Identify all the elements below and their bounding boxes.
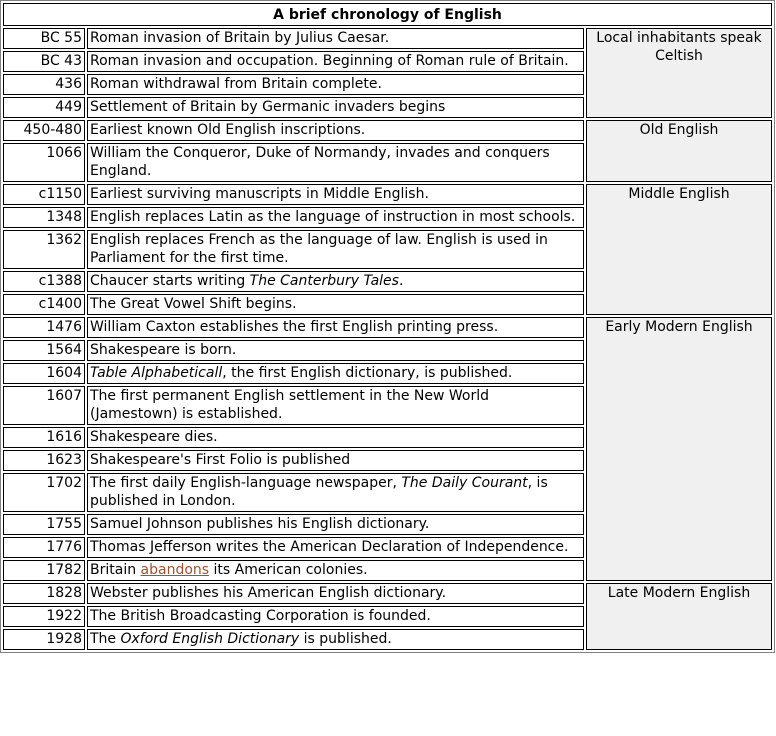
year-cell: 450-480 (3, 120, 85, 141)
period-late-modern-english: Late Modern English (586, 583, 772, 650)
event-cell: Roman invasion and occupation. Beginning of Roman rule of Britain. (87, 51, 584, 72)
year-cell: 436 (3, 74, 85, 95)
event-cell: The Great Vowel Shift begins. (87, 294, 584, 315)
event-cell: The British Broadcasting Corporation is founded. (87, 606, 584, 627)
event-cell: Roman invasion of Britain by Julius Caesar. (87, 28, 584, 49)
event-cell (87, 560, 584, 581)
year-cell: c1150 (3, 184, 85, 205)
year-cell: 1348 (3, 207, 85, 228)
dictionary-title: Oxford English Dictionary (120, 631, 300, 647)
year-cell: 1782 (3, 560, 85, 581)
event-cell: Earliest known Old English inscriptions. (87, 120, 584, 141)
year-cell: 1362 (3, 230, 85, 269)
table-row (3, 317, 772, 338)
event-cell: Earliest surviving manuscripts in Middle English. (87, 184, 584, 205)
year-cell: 1922 (3, 606, 85, 627)
event-text: . (398, 273, 404, 289)
newspaper-title: The Daily Courant (401, 475, 528, 491)
event-cell: Shakespeare dies. (87, 427, 584, 448)
period-middle-english: Middle English (586, 184, 772, 315)
year-cell: 1928 (3, 629, 85, 650)
event-text: is published. (299, 631, 392, 647)
year-cell: BC 55 (3, 28, 85, 49)
year-cell: 1828 (3, 583, 85, 604)
event-cell: Roman withdrawal from Britain complete. (87, 74, 584, 95)
table-row (3, 28, 772, 49)
period-old-english: Old English (586, 120, 772, 182)
event-cell: Samuel Johnson publishes his English dictionary. (87, 514, 584, 535)
year-cell: 1604 (3, 363, 85, 384)
event-text: The first daily English-language newspaper, (90, 475, 402, 491)
year-cell: c1400 (3, 294, 85, 315)
event-text: its American colonies. (209, 562, 368, 578)
table-row (3, 184, 772, 205)
event-cell: Shakespeare is born. (87, 340, 584, 361)
year-cell: 449 (3, 97, 85, 118)
table-title: A brief chronology of English (3, 3, 772, 26)
year-cell: 1776 (3, 537, 85, 558)
year-cell: 1616 (3, 427, 85, 448)
table-row (3, 120, 772, 141)
event-cell (87, 271, 584, 292)
period-early-modern-english: Early Modern English (586, 317, 772, 581)
event-cell: Webster publishes his American English dictionary. (87, 583, 584, 604)
year-cell: 1607 (3, 386, 85, 425)
event-cell: William the Conqueror, Duke of Normandy, invades and conquers England. (87, 143, 584, 182)
event-cell: Settlement of Britain by Germanic invaders begins (87, 97, 584, 118)
year-cell: 1066 (3, 143, 85, 182)
event-text: Britain (90, 562, 141, 578)
event-cell: William Caxton establishes the first English printing press. (87, 317, 584, 338)
abandons-link[interactable]: abandons (140, 562, 210, 578)
event-cell: Thomas Jefferson writes the American Declaration of Independence. (87, 537, 584, 558)
event-cell (87, 629, 584, 650)
year-cell: c1388 (3, 271, 85, 292)
book-title: The Canterbury Tales (249, 273, 399, 289)
event-cell: The first permanent English settlement in the New World (Jamestown) is established. (87, 386, 584, 425)
year-cell: BC 43 (3, 51, 85, 72)
year-cell: 1755 (3, 514, 85, 535)
event-text: , is published in London. (90, 475, 548, 509)
event-text: Chaucer starts writing (90, 273, 250, 289)
book-title: Table Alphabeticall (90, 365, 223, 381)
year-cell: 1702 (3, 473, 85, 512)
year-cell: 1476 (3, 317, 85, 338)
event-cell: English replaces French as the language of law. English is used in Parliament for the first time. (87, 230, 584, 269)
event-cell (87, 363, 584, 384)
year-cell: 1623 (3, 450, 85, 471)
event-text: , the first English dictionary, is published. (222, 365, 513, 381)
table-title-row (3, 3, 772, 26)
event-cell (87, 473, 584, 512)
year-cell: 1564 (3, 340, 85, 361)
table-row (3, 583, 772, 604)
event-text: The (90, 631, 121, 647)
event-cell: English replaces Latin as the language of instruction in most schools. (87, 207, 584, 228)
period-celtish: Local inhabitants speak Celtish (586, 28, 772, 118)
event-cell: Shakespeare's First Folio is published (87, 450, 584, 471)
